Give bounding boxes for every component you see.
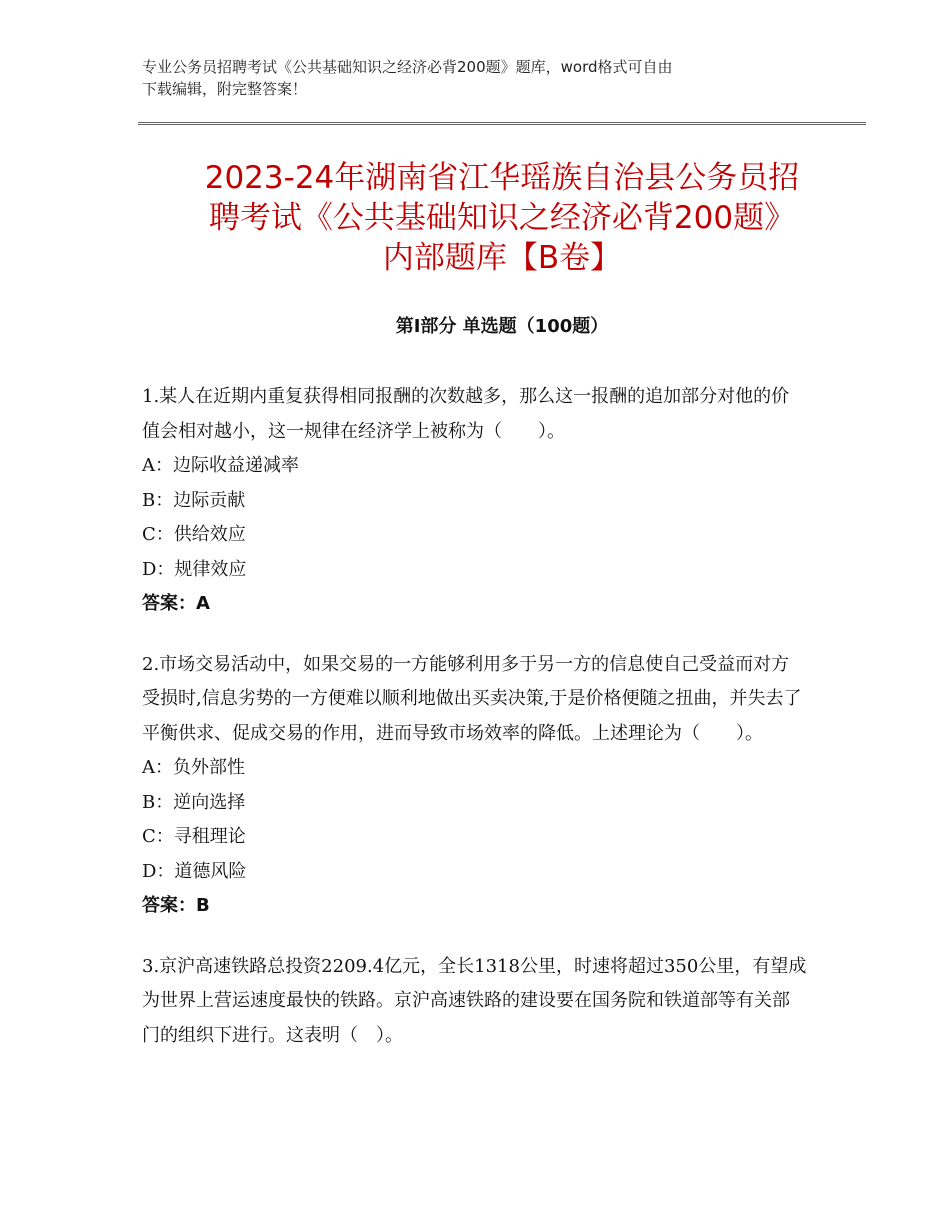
header-note-line-1: 专业公务员招聘考试《公共基础知识之经济必背200题》题库，word格式可自由 [142,58,673,76]
header-note [142,56,807,100]
question-3 [142,950,807,1054]
question-stem: 2.市场交易活动中，如果交易的一方能够利用多于另一方的信息使自己受益而对方受损时,信息劣势的一方便难以顺利地做出买卖决策,于是价格便随之扭曲，并失去了平衡供求、促成交易的作用，进而导致市场效率的降低。上述理论为（ ）。 [142,653,802,744]
question-list [142,380,807,1079]
option-b: B：逆向选择 [142,791,246,813]
question-2 [142,648,807,924]
option-d: D：道德风险 [142,860,247,882]
answer: 答案：A [142,593,210,614]
header-note-line-2: 下载编辑，附完整答案！ [142,80,308,98]
title-line-1: 2023-24年湖南省江华瑶族自治县公务员招 [204,160,800,196]
option-c: C：寻租理论 [142,826,246,847]
answer: 答案：B [142,895,210,916]
document-title [138,158,866,278]
title-line-2: 聘考试《公共基础知识之经济必背200题》 [208,200,796,236]
question-stem: 3.京沪高速铁路总投资2209.4亿元，全长1318公里，时速将超过350公里，有望成为世界上营运速度最快的铁路。京沪高速铁路的建设要在国务院和铁道部等有关部门的组织下进行。这表明（ ）。 [142,955,807,1046]
question-1 [142,380,807,622]
option-c: C：供给效应 [142,524,246,545]
option-a: A：边际收益递减率 [142,455,299,476]
question-stem: 1.某人在近期内重复获得相同报酬的次数越多，那么这一报酬的追加部分对他的价值会相对越小，这一规律在经济学上被称为（ ）。 [142,386,790,442]
title-line-3: 内部题库【B卷】 [382,240,622,276]
header-divider [138,122,866,125]
section-title: 第Ⅰ部分 单选题（100题） [395,316,609,337]
option-b: B：边际贡献 [142,489,246,511]
option-a: A：负外部性 [142,757,245,778]
option-d: D：规律效应 [142,558,247,580]
